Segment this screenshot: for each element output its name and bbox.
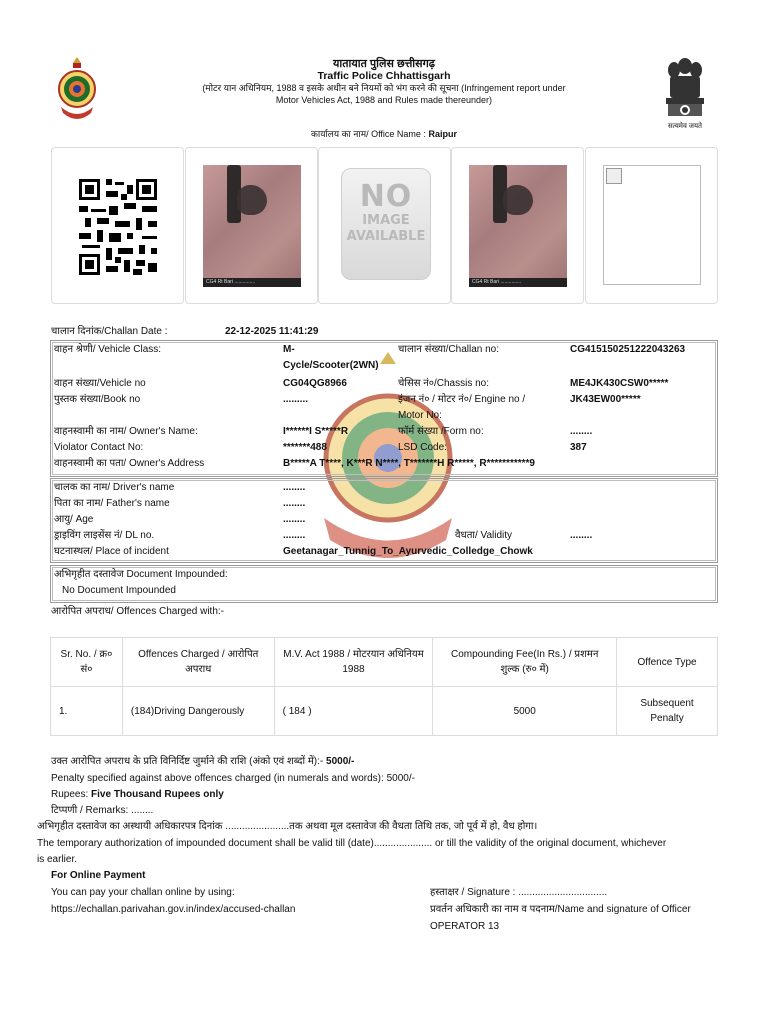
no-image-tile xyxy=(318,147,451,304)
penalty-english: Penalty specified against above offences charged (in numerals and words): 5000/- xyxy=(51,773,415,784)
owner-name-value: I******I S*****R xyxy=(283,426,349,437)
impounded-label: अभिगृहीत दस्तावेज Document Impounded: xyxy=(54,569,228,580)
penalty-hindi-label: उक्त आरोपित अपराध के प्रति विनिर्दिष्ट जुर्माने की राशि (अंको एवं शब्दों में):- xyxy=(51,756,324,767)
lsd-code-label: LSD Code: xyxy=(398,442,447,453)
national-emblem-logo xyxy=(660,52,710,130)
header-title-hindi: यातायात पुलिस छत्तीसगढ़ xyxy=(333,58,435,70)
owner-address-label: वाहनस्वामी का पता/ Owner's Address xyxy=(54,458,205,469)
chassis-no-label: चेसिस नं०/Chassis no: xyxy=(398,378,490,389)
driver-name-label: चालक का नाम/ Driver's name xyxy=(54,482,175,493)
validity-label: वैधता/ Validity xyxy=(455,530,513,541)
header-subtitle-1: (मोटर यान अधिनियम, 1988 व इसके अधीन बने नियमों को भंग करने की सूचना (Infringement report under xyxy=(202,83,566,93)
office-name-value: Raipur xyxy=(428,129,457,139)
form-no-label: फॉर्म संख्या /Form no: xyxy=(398,426,484,437)
cell-offence: (184)Driving Dangerously xyxy=(122,687,274,736)
qr-code-tile xyxy=(51,147,184,304)
document-header xyxy=(150,58,618,106)
owner-name-label: वाहनस्वामी का नाम/ Owner's Name: xyxy=(54,426,198,437)
offences-table xyxy=(50,637,718,736)
vehicle-no-value: CG04QG8966 xyxy=(283,378,347,389)
contact-no-label: Violator Contact No: xyxy=(54,442,144,453)
violation-photo-tile-2[interactable] xyxy=(451,147,584,304)
dl-no-value: ........ xyxy=(283,530,306,541)
photo-caption: CG4 Rt Bari ............... xyxy=(203,278,301,287)
col-mv-act: M.V. Act 1988 / मोटरयान अधिनियम 1988 xyxy=(274,638,433,687)
owner-address-value: B*****A T****, K***R N****, T*******H R*****, R***********9 xyxy=(283,458,535,469)
cell-offence-type: Subsequent Penalty xyxy=(617,687,718,736)
vehicle-class-value-2: Cycle/Scooter(2WN) xyxy=(283,360,379,371)
father-name-label: पिता का नाम/ Father's name xyxy=(54,498,170,509)
driver-name-value: ........ xyxy=(283,482,306,493)
violation-photo-2[interactable] xyxy=(469,165,567,287)
temp-auth-english-2: is earlier. xyxy=(37,854,78,865)
vehicle-details-inner-border xyxy=(52,342,716,475)
impounded-value: No Document Impounded xyxy=(62,585,176,596)
engine-no-label-1: इंजन नं० / मोटर नं०/ Engine no / xyxy=(398,394,526,405)
no-image-placeholder xyxy=(341,168,431,280)
officer-value: OPERATOR 13 xyxy=(430,921,500,932)
penalty-hindi-value: 5000/- xyxy=(326,756,355,767)
offences-charged-label: आरोपित अपराध/ Offences Charged with:- xyxy=(51,606,225,617)
no-image-text-3: AVAILABLE xyxy=(346,229,426,244)
vehicle-class-value-1: M- xyxy=(283,344,295,355)
father-name-value: ........ xyxy=(283,498,306,509)
header-title-english: Traffic Police Chhattisgarh xyxy=(317,70,451,82)
rupees-value: Five Thousand Rupees only xyxy=(91,789,224,800)
place-value: Geetanagar_Tunnig_To_Ayurvedic_Colledge_Chowk xyxy=(283,546,533,557)
engine-no-label-2: Motor No: xyxy=(398,410,442,421)
col-offence-type: Offence Type xyxy=(617,638,718,687)
remarks: टिप्पणी / Remarks: ........ xyxy=(51,805,154,816)
col-fee: Compounding Fee(In Rs.) / प्रशमन शुल्क (रु० में) xyxy=(433,638,617,687)
emblem-motto: सत्यमेव जयते xyxy=(667,123,703,130)
rupees-line xyxy=(51,789,224,801)
col-offence: Offences Charged / आरोपित अपराध xyxy=(122,638,274,687)
online-payment-text: You can pay your challan online by using: xyxy=(51,887,235,898)
photo-caption: CG4 Rt Bari ............... xyxy=(469,278,567,287)
table-row xyxy=(51,687,718,736)
chassis-no-value: ME4JK430CSW0***** xyxy=(570,378,669,389)
broken-image-tile xyxy=(585,147,718,304)
challan-no-label: चालान संख्या/Challan no: xyxy=(398,344,500,355)
temp-auth-english-1: The temporary authorization of impounded document shall be valid till (date)..................... or till the validity of the original document, whichever xyxy=(37,838,667,849)
place-label: घटनास्थल/ Place of incident xyxy=(54,546,169,557)
cell-fee: 5000 xyxy=(433,687,617,736)
violation-photo-1[interactable] xyxy=(203,165,301,287)
challan-date-value: 22-12-2025 11:41:29 xyxy=(225,326,319,337)
office-name xyxy=(150,127,618,140)
vehicle-shadow xyxy=(237,185,267,215)
vehicle-no-label: वाहन संख्या/Vehicle no xyxy=(54,378,146,389)
challan-date-label: चालान दिनांक/Challan Date : xyxy=(51,326,168,337)
offences-table-header xyxy=(51,638,718,687)
contact-no-value: *******488 xyxy=(283,442,327,453)
age-value: ........ xyxy=(283,514,306,525)
signature-line: हस्ताक्षर / Signature : ................................ xyxy=(430,887,608,898)
vehicle-shadow xyxy=(503,185,533,215)
engine-no-value: JK43EW00***** xyxy=(570,394,641,405)
office-name-label: कार्यालय का नाम/ Office Name : xyxy=(311,129,426,139)
violation-photo-tile-1[interactable] xyxy=(185,147,318,304)
age-label: आयु/ Age xyxy=(54,514,94,525)
form-no-value: ........ xyxy=(570,426,593,437)
header-subtitle-2: Motor Vehicles Act, 1988 and Rules made thereunder) xyxy=(275,95,493,105)
vehicle-class-label: वाहन श्रेणी/ Vehicle Class: xyxy=(54,344,162,355)
online-payment-link[interactable]: https://echallan.parivahan.gov.in/index/accused-challan xyxy=(51,904,296,915)
no-image-text-2: IMAGE xyxy=(362,213,410,228)
dl-no-label: ड्राइविंग लाइसेंस नं/ DL no. xyxy=(54,530,155,541)
penalty-hindi xyxy=(51,756,354,768)
book-no-label: पुस्तक संख्या/Book no xyxy=(54,394,141,405)
rupees-label: Rupees: xyxy=(51,789,89,800)
cell-mv-act: ( 184 ) xyxy=(274,687,433,736)
broken-image-icon xyxy=(606,168,622,184)
broken-image xyxy=(603,165,701,285)
book-no-value: ......... xyxy=(283,394,309,405)
police-emblem-logo xyxy=(58,55,96,125)
lsd-code-value: 387 xyxy=(570,442,587,453)
challan-no-value: CG415150251222043263 xyxy=(570,344,686,355)
online-payment-title: For Online Payment xyxy=(51,870,146,881)
officer-label: प्रवर्तन अधिकारी का नाम व पदनाम/Name and signature of Officer xyxy=(430,904,691,915)
no-image-text-1: NO xyxy=(359,179,413,214)
validity-value: ........ xyxy=(570,530,593,541)
col-sr-no: Sr. No. / क्र० सं० xyxy=(51,638,123,687)
temp-auth-hindi: अभिगृहीत दस्तावेज का अस्थायी अधिकारपत्र दिनांक .......................तक अथवा मूल दस्तावेज की वैधता तिथि तक, जो पूर्व में हो, वैध होगा। xyxy=(37,821,538,832)
cell-sr-no: 1. xyxy=(51,687,123,736)
qr-code xyxy=(79,179,157,275)
